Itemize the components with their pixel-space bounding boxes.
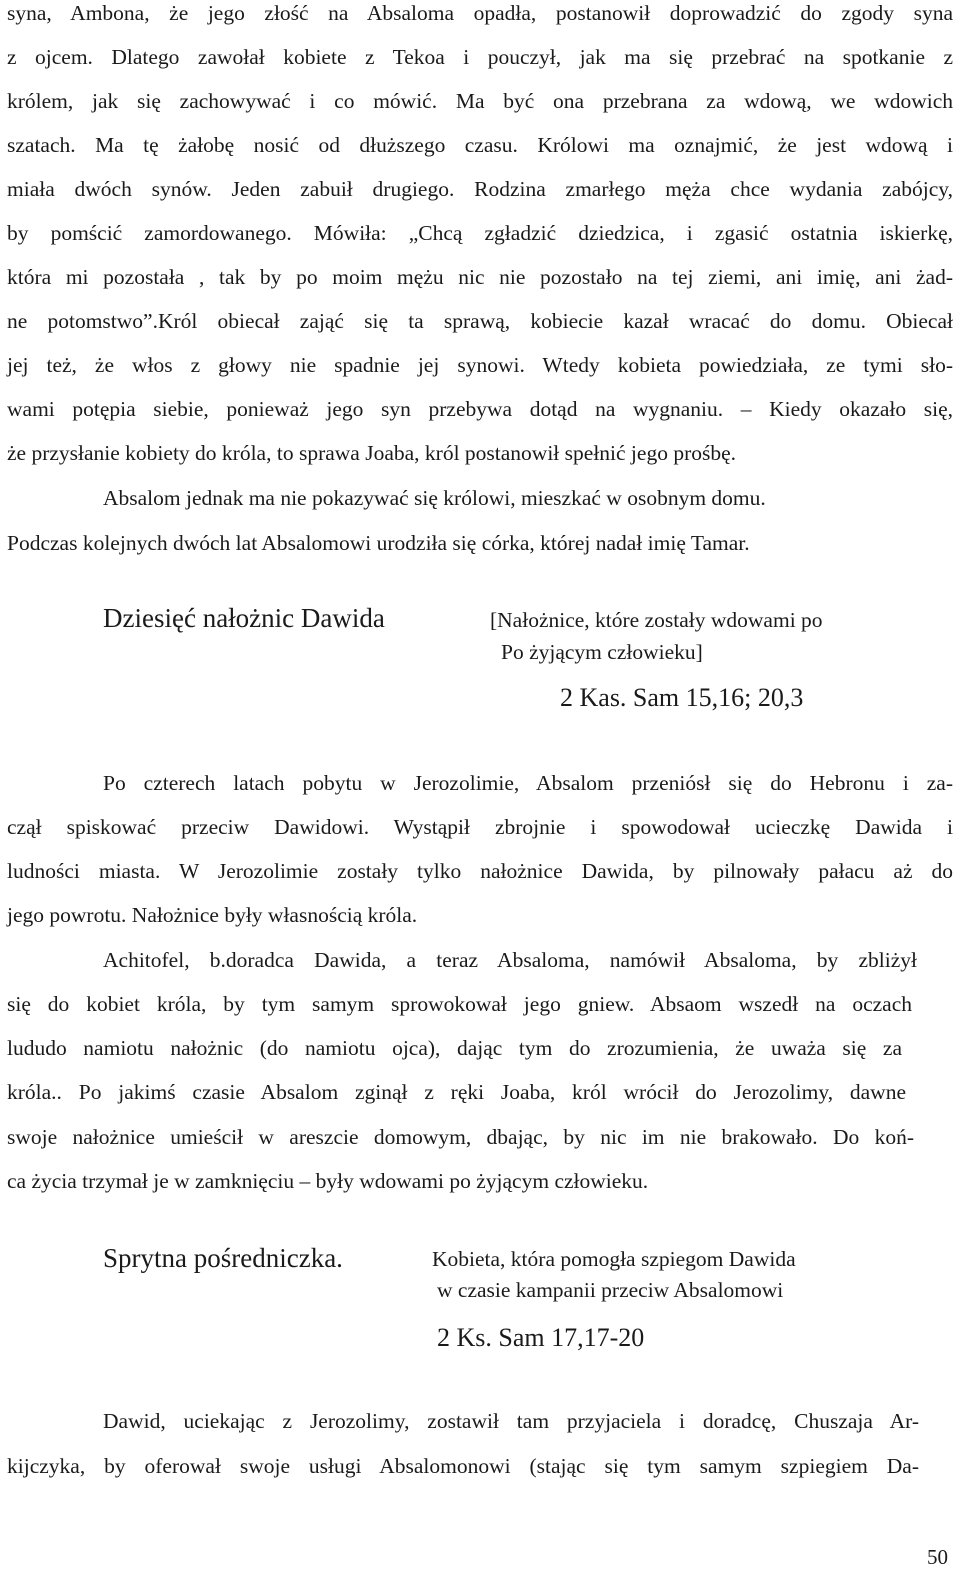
paragraph-line: jego powrotu. Nałożnice były własnością króla. <box>7 903 418 927</box>
section-note: Kobieta, która pomogła szpiegom Dawida <box>432 1247 796 1271</box>
paragraph-line: lududo namiotu nałożnic (do namiotu ojca), dając tym do zrozumienia, że uważa się za <box>7 1036 902 1060</box>
paragraph-line: miała dwóch synów. Jeden zabuił drugiego. Rodzina zmarłego męża chce wydania zabójcy, <box>7 177 953 201</box>
section-note: [Nałożnice, które zostały wdowami po <box>490 608 823 632</box>
paragraph-line: ne potomstwo”.Król obiecał zająć się ta sprawą, kobiecie kazał wracać do domu. Obiecał <box>7 309 953 333</box>
paragraph-line: że przysłanie kobiety do króla, to sprawa Joaba, król postanowił spełnić jego prośbę. <box>7 441 737 465</box>
paragraph-line: Achitofel, b.doradca Dawida, a teraz Absaloma, namówił Absaloma, by zbliżył <box>103 948 917 972</box>
paragraph-line: by pomścić zamordowanego. Mówiła: „Chcą zgładzić dziedzica, i zgasić ostatnia iskierkę, <box>7 221 953 245</box>
section-note: w czasie kampanii przeciw Absalomowi <box>437 1278 784 1302</box>
paragraph-line: która mi pozostała , tak by po moim mężu nic nie pozostało na tej ziemi, ani imię, ani żad- <box>7 265 953 289</box>
section-note: Po żyjącym człowieku] <box>501 640 703 664</box>
paragraph-line: Podczas kolejnych dwóch lat Absalomowi urodziła się córka, której nadał imię Tamar. <box>7 531 750 555</box>
paragraph-line: Dawid, uciekając z Jerozolimy, zostawił tam przyjaciela i doradcę, Chuszaja Ar- <box>103 1409 919 1433</box>
paragraph-line: króla.. Po jakimś czasie Absalom zginął z ręki Joaba, król wrócił do Jerozolimy, dawne <box>7 1080 906 1104</box>
paragraph-line: się do kobiet króla, by tym samym sprowokował jego gniew. Absaom wszedł na oczach <box>7 992 912 1016</box>
paragraph-line: swoje nałożnice umieścił w areszcie domowym, dbając, by nic im nie brakowało. Do koń- <box>7 1125 914 1149</box>
paragraph-line: syna, Ambona, że jego złość na Absaloma opadła, postanowił doprowadzić do zgody syna <box>7 1 953 25</box>
paragraph-line: królem, jak się zachowywać i co mówić. Ma być ona przebrana za wdową, we wdowich <box>7 89 953 113</box>
paragraph-line: Absalom jednak ma nie pokazywać się królowi, mieszkać w osobnym domu. <box>103 486 766 510</box>
bible-reference: 2 Kas. Sam 15,16; 20,3 <box>560 683 804 712</box>
paragraph-line: kijczyka, by oferował swoje usługi Absalomonowi (stając się tym samym szpiegiem Da- <box>7 1454 919 1478</box>
paragraph-line: ludności miasta. W Jerozolimie zostały tylko nałożnice Dawida, by pilnowały pałacu aż do <box>7 859 953 883</box>
paragraph-line: czął spiskować przeciw Dawidowi. Wystąpił zbrojnie i spowodował ucieczkę Dawida i <box>7 815 953 839</box>
page-number: 50 <box>927 1545 948 1569</box>
paragraph-line: jej też, że włos z głowy nie spadnie jej synowi. Wtedy kobieta powiedziała, ze tymi sło- <box>7 353 953 377</box>
section-title: Dziesięć nałożnic Dawida <box>103 603 385 633</box>
bible-reference: 2 Ks. Sam 17,17-20 <box>437 1323 645 1352</box>
paragraph-line: ca życia trzymał je w zamknięciu – były wdowami po żyjącym człowieku. <box>7 1169 649 1193</box>
paragraph-line: wami potępia siebie, ponieważ jego syn przebywa dotąd na wygnaniu. – Kiedy okazało się, <box>7 397 953 421</box>
section-title: Sprytna pośredniczka. <box>103 1243 343 1273</box>
paragraph-line: Po czterech latach pobytu w Jerozolimie, Absalom przeniósł się do Hebronu i za- <box>103 771 953 795</box>
paragraph-line: z ojcem. Dlatego zawołał kobiete z Tekoa i pouczył, jak ma się przebrać na spotkanie z <box>7 45 953 69</box>
paragraph-line: szatach. Ma tę żałobę nosić od dłuższego czasu. Królowi ma oznajmić, że jest wdową i <box>7 133 953 157</box>
